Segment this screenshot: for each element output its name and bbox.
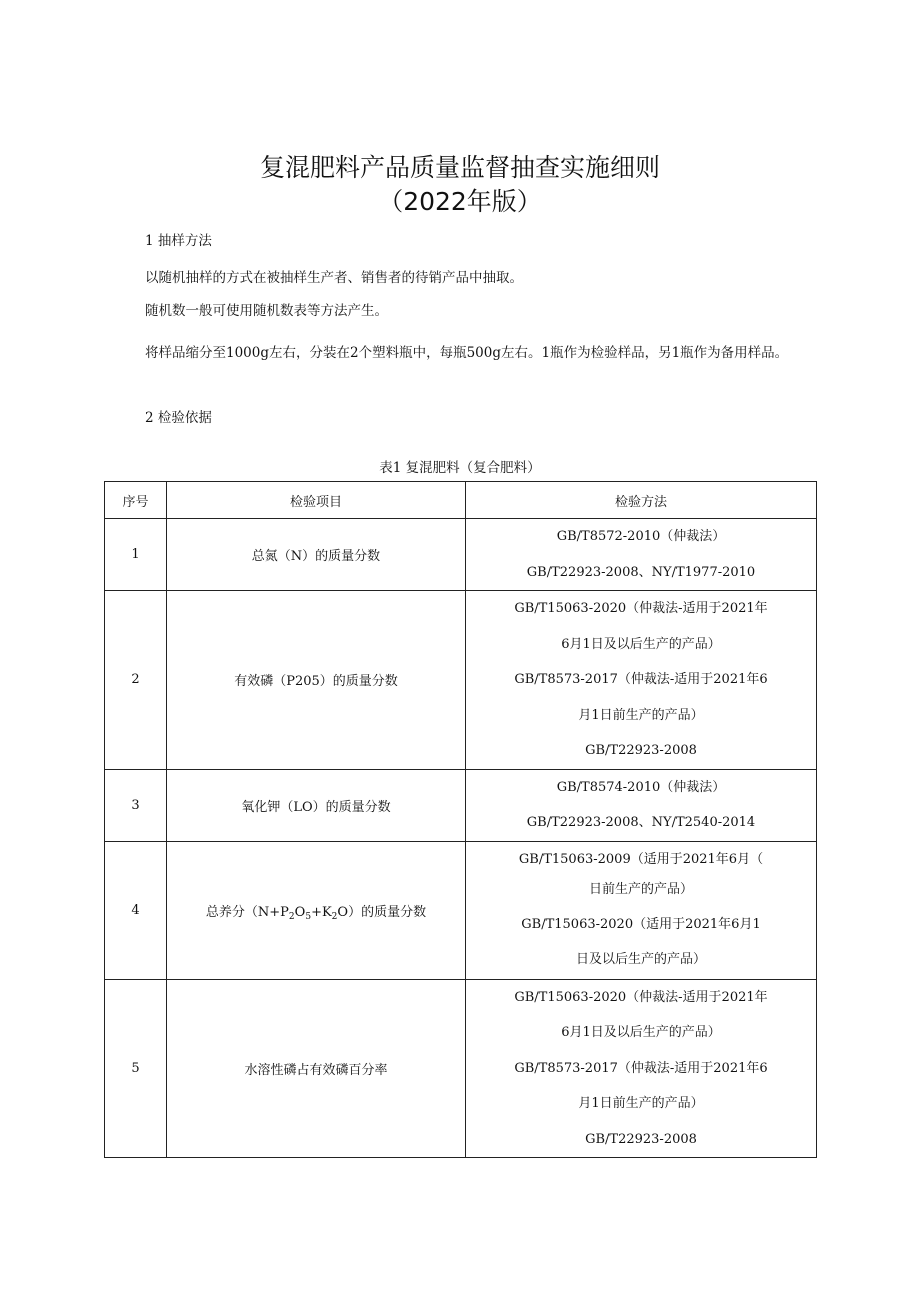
item-text: O [294,904,306,920]
method-line: 6月1日及以后生产的产品） [561,1025,721,1040]
row-methods [466,841,817,979]
section-1-paragraph-3: 将样品缩分至1000g左右，分装在2个塑料瓶中，每瓶500g左右。1瓶作为检验样品，另1瓶作为备用样品。 [145,345,789,361]
section-2-heading: 2 检验依据 [145,410,212,426]
table-header-row [105,482,817,519]
method-line: 日前生产的产品） [588,882,693,897]
header-item: 检验项目 [167,482,466,519]
row-methods [466,591,817,770]
header-method: 检验方法 [466,482,817,519]
method-line: GB/T8573-2017（仲裁法-适用于2021年6 [514,1060,768,1076]
row-item: 水溶性磷占有效磷百分率 [167,979,466,1158]
table-row [105,591,817,770]
item-text: +K [311,904,332,920]
table-row [105,769,817,841]
method-line: GB/T8572-2010（仲裁法） [556,529,726,544]
method-line: 6月1日及以后生产的产品） [561,636,721,652]
row-number: 5 [105,979,167,1158]
row-methods [466,769,817,841]
table-caption: 表1 复混肥料（复合肥料） [379,460,541,476]
row-number: 4 [105,841,167,979]
method-line: 日及以后生产的产品） [575,952,706,967]
row-number: 1 [105,519,167,591]
row-item: 有效磷（P205）的质量分数 [167,591,466,770]
inspection-table [104,481,817,1158]
item-text: 总养分（N+P [205,904,289,920]
method-line: GB/T15063-2020（仲裁法-适用于2021年 [514,989,768,1005]
subscript: 2 [288,911,295,922]
document-title: 复混肥料产品质量监督抽查实施细则 [259,153,660,182]
method-line: GB/T15063-2020（适用于2021年6月1 [521,917,761,932]
table-row [105,519,817,591]
method-line: GB/T22923-2008、NY/T2540-2014 [526,815,756,830]
row-item: 氧化钾（LO）的质量分数 [167,769,466,841]
row-methods [466,979,817,1158]
method-line: GB/T15063-2020（仲裁法-适用于2021年 [514,601,768,616]
method-line: GB/T8574-2010（仲裁法） [556,779,726,795]
method-line: GB/T22923-2008 [585,743,697,758]
row-item: 总氮（N）的质量分数 [167,519,466,591]
row-item [167,841,466,979]
row-methods [466,519,817,591]
method-line: GB/T15063-2009（适用于2021年6月（ [518,852,764,867]
row-number: 3 [105,769,167,841]
table-row [105,979,817,1158]
method-line: GB/T8573-2017（仲裁法-适用于2021年6 [514,672,768,687]
subscript: 2 [331,911,338,922]
method-line: 月1日前生产的产品） [578,1096,704,1111]
section-1-heading: 1 抽样方法 [145,233,212,249]
row-number: 2 [105,591,167,770]
subscript: 5 [305,911,312,922]
item-text: O）的质量分数 [337,904,427,920]
document-edition: （2022年版） [378,187,542,216]
table-row [105,841,817,979]
method-line: GB/T22923-2008 [585,1131,697,1147]
header-no: 序号 [105,482,167,519]
method-line: 月1日前生产的产品） [578,707,704,723]
section-1-paragraph-1: 以随机抽样的方式在被抽样生产者、销售者的待销产品中抽取。 [145,270,523,286]
method-line: GB/T22923-2008、NY/T1977-2010 [526,564,756,580]
section-1-paragraph-2: 随机数一般可使用随机数表等方法产生。 [145,303,388,319]
